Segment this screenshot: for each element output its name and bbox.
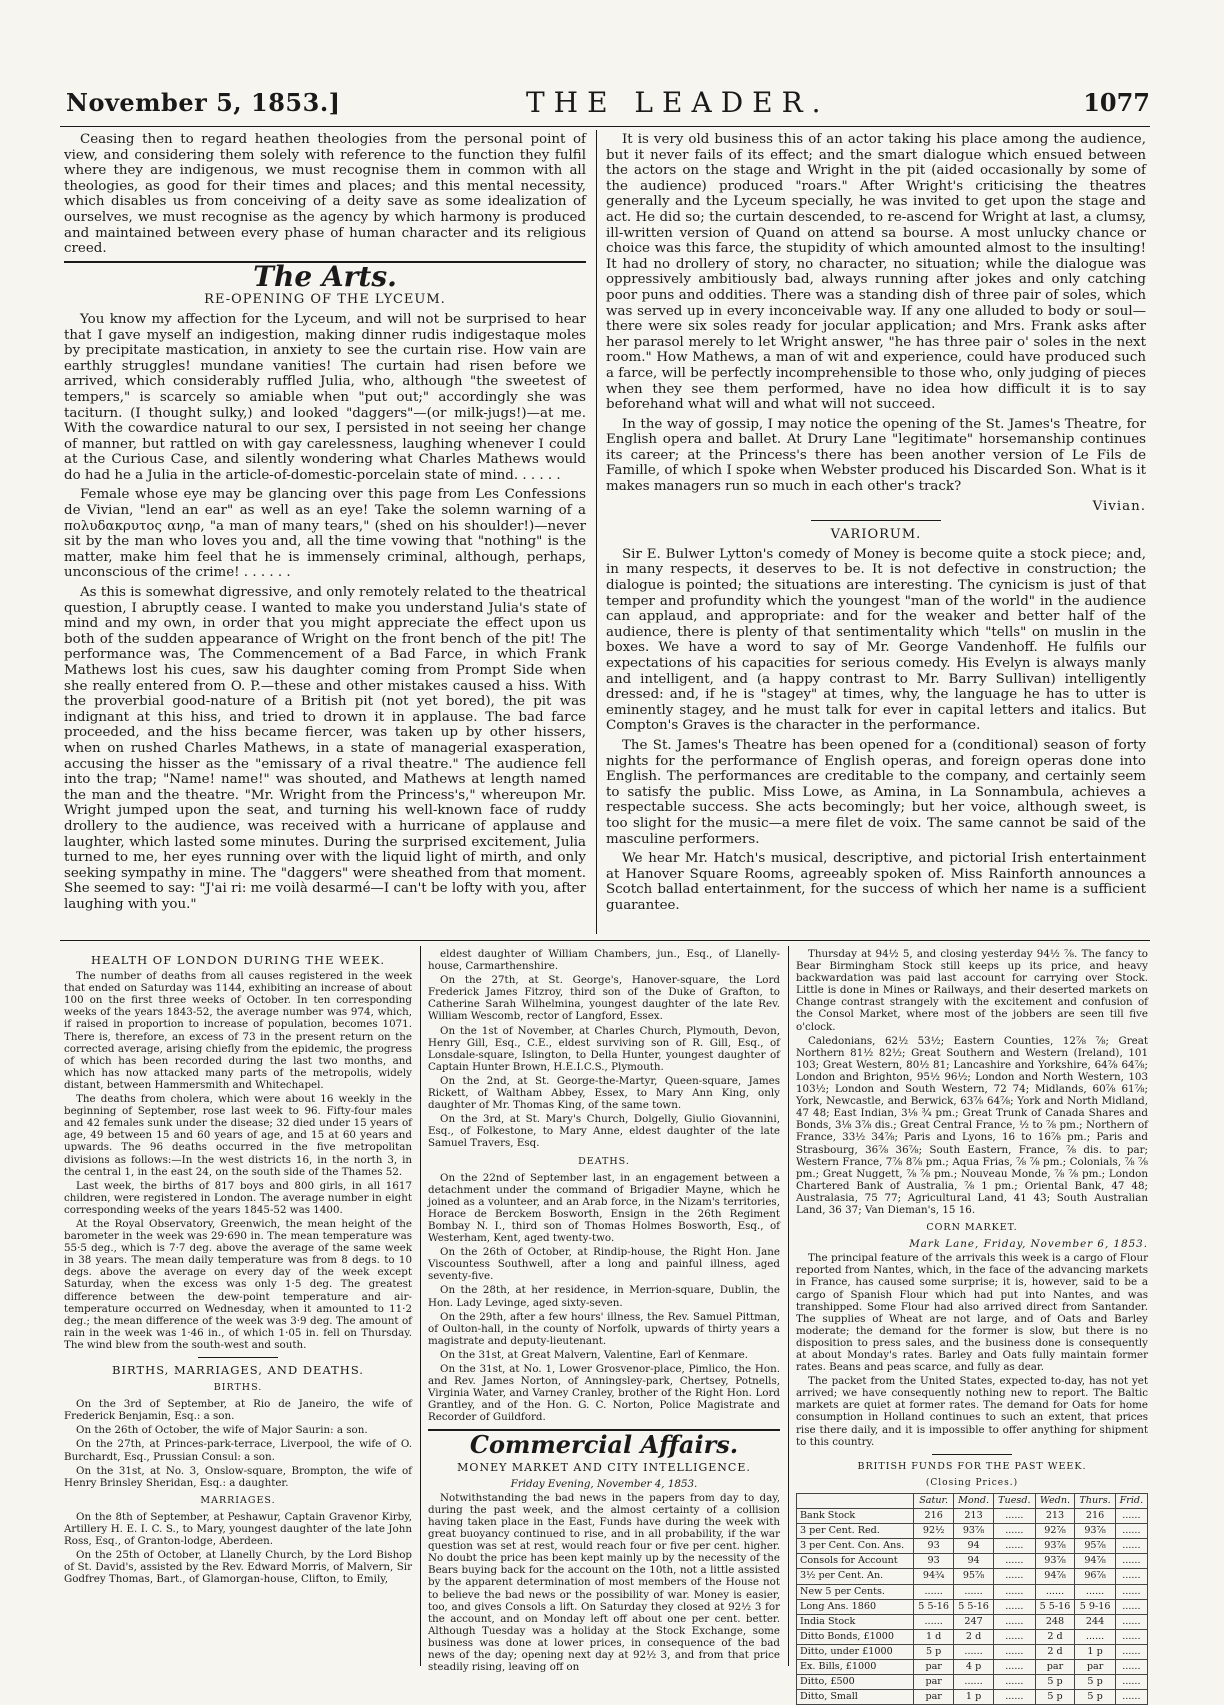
fund-price: ......: [914, 1584, 954, 1599]
funds-row: [797, 1690, 1148, 1705]
fund-name: Bank Stock: [797, 1509, 914, 1524]
marriages-heading: MARRIAGES.: [200, 1494, 276, 1506]
fund-price: 5 p: [1035, 1675, 1075, 1690]
health-paragraph: Last week, the births of 817 boys and 800 girls, in all 1617 children, were registered in London. The average number in eight corresponding weeks of the years 1845-52 was 1400.: [64, 1179, 412, 1216]
fund-price: 244: [1075, 1614, 1115, 1629]
funds-row: [797, 1554, 1148, 1569]
birth-notice: On the 31st, at No. 3, Onslow-square, Brompton, the wife of Henry Brinsley Sheridan, Esq.: a daughter.: [64, 1464, 412, 1489]
funds-column-header: [797, 1493, 914, 1508]
funds-column-header: Thurs.: [1075, 1493, 1115, 1508]
top-right-column: [606, 132, 1146, 936]
funds-column-header: Frid.: [1115, 1493, 1147, 1508]
death-notice: On the 31st, at Great Malvern, Valentine, Earl of Kenmare.: [440, 1348, 748, 1361]
fund-price: ......: [994, 1584, 1036, 1599]
column-divider-bottom-1: [420, 946, 421, 1666]
birth-notice: On the 26th of October, the wife of Major Saurin: a son.: [76, 1424, 368, 1437]
masthead: [60, 82, 1150, 122]
corn-market-paragraph: The packet from the United States, expected to-day, has not yet arrived; we have consequently nothing new to report. The Baltic markets are quiet at former rates. The demand for Oats for home consumption in Holland continues to such an extent, that prices rise there daily, and it is impossible to offer anything for shipment to this country.: [796, 1375, 1148, 1448]
funds-column-header: Tuesd.: [994, 1493, 1036, 1508]
fund-price: ......: [994, 1524, 1036, 1539]
fund-price: 5 p: [1035, 1690, 1075, 1705]
author-signature: Vivian.: [1092, 498, 1146, 514]
share-prices-paragraph: Caledonians, 62½ 53½; Eastern Counties, 12⅞ ⅞; Great Northern 81½ 82½; Great Southern and Western (Ireland), 101 103; Great Western, 80½ 81; Lancashire and Yorkshire, 64⅞ 64⅞; London and Brighton, 95½ 96½; London and North Western, 103 103½; London and South Western, 72 74; Midlands, 60⅞ 61⅞; York, Newcastle, and Berwick, 63⅞ 64⅞; York and North Midland, 47 48; East Indian, 3⅛ ¾ pm.; Great Trunk of Canada Shares and Bonds, 3⅛ 3⅞ dis.; Great Central France, ½ to ⅞ pm.; Northern of France, 33½ 34⅞; Paris and Lyons, 16 to 16⅞ pm.; Paris and Strasbourg, 36⅞ 36⅞; South Eastern, France, ⅞ dis. to par; Western France, 7⅞ 8⅞ pm.; Aqua Frias, ⅞ ⅞ pm.; Colonials, ⅞ ⅞ pm.; Great Nuggett, ⅞ ⅞ pm.; Nouveau Monde, ⅞ ⅞ pm.; London Chartered Bank of Australia, ⅞ 1 pm.; Oriental Bank, 47 48; Australasia, 75 77; Agricultural Land, 41 43; South Australian Land, 36 37; Van Dieman's, 15 16.: [796, 1034, 1148, 1216]
article-paragraph: Female whose eye may be glancing over this page from Les Confessions de Vivian, "lend an ear" as well as an eye! Take the solemn warning of a πολυδακρυτος ανηρ, "a man of many tears," (shed on his shoulder!)—never sit by the man who loves you and, all the time vowing that "nothing" is the matter, make him feel that he is immensely criminal, although, perhaps, unconscious of the crime! . . . . . .: [64, 487, 586, 581]
fund-price: par: [1035, 1659, 1075, 1674]
fund-name: Ditto, Small: [797, 1690, 914, 1705]
bottom-column-1: [64, 948, 412, 1668]
funds-row: [797, 1569, 1148, 1584]
fund-price: ......: [994, 1599, 1036, 1614]
fund-name: Consols for Account: [797, 1554, 914, 1569]
fund-price: ......: [994, 1690, 1036, 1705]
birth-notice: On the 3rd of September, at Rio de Janeiro, the wife of Frederick Benjamin, Esq.: a son.: [64, 1398, 412, 1423]
fund-name: Ditto, £500: [797, 1675, 914, 1690]
fund-price: ......: [994, 1659, 1036, 1674]
bottom-column-2: [428, 948, 780, 1674]
fund-price: ......: [1115, 1599, 1147, 1614]
fund-name: India Stock: [797, 1614, 914, 1629]
corn-market-dateline: Mark Lane, Friday, November 6, 1853.: [909, 1238, 1148, 1251]
fund-price: 94⅞: [1075, 1554, 1115, 1569]
variorum-paragraph: The St. James's Theatre has been opened for a (conditional) season of forty nights for the performance of English operas, and foreign operas done into English. The performances are creditable to the company, and certainly seem to satisfy the public. Miss Lowe, as Amina, in La Sonnambula, achieves a respectable success. She acts becomingly; but her voice, although sweet, is too slight for the music—a mere filet de voix. The same cannot be said of the masculine performers.: [606, 737, 1146, 847]
top-left-column: [64, 132, 586, 936]
funds-row: [797, 1629, 1148, 1644]
fund-price: 4 p: [954, 1659, 994, 1674]
funds-row: [797, 1584, 1148, 1599]
fund-price: 2 d: [1035, 1644, 1075, 1659]
variorum-heading: VARIORUM.: [830, 527, 922, 543]
marriage-notice: eldest daughter of William Chambers, jun., Esq., of Llanelly-house, Carmarthenshire.: [428, 948, 780, 973]
funds-heading: BRITISH FUNDS FOR THE PAST WEEK.: [857, 1460, 1087, 1472]
section-title-arts: The Arts.: [253, 259, 397, 293]
fund-price: 216: [1075, 1509, 1115, 1524]
fund-price: 93⅞: [1035, 1554, 1075, 1569]
fund-price: ......: [954, 1644, 994, 1659]
funds-header-row: [797, 1493, 1148, 1508]
fund-price: 94: [954, 1539, 994, 1554]
fund-price: 5 9-16: [1075, 1599, 1115, 1614]
funds-row: [797, 1524, 1148, 1539]
fund-price: ......: [1075, 1629, 1115, 1644]
newspaper-title: THE LEADER.: [526, 86, 830, 119]
death-notice: On the 29th, after a few hours' illness, the Rev. Samuel Pittman, of Oulton-hall, in the county of Norfolk, upwards of thirty years a magistrate and deputy-lieutenant.: [428, 1310, 780, 1347]
money-market-dateline: Friday Evening, November 4, 1853.: [510, 1477, 698, 1490]
money-market-paragraph: Notwithstanding the bad news in the papers from day to day, during the past week, and the almost certainty of a collision having taken place in the East, Funds have during the week with great buoyancy continued to rise, and in all probability, if the war question was set at rest, would reach four or five per cent. higher. No doubt the price has been kept mainly up by the necessity of the Bears buying back for the account on the 10th, not a little assisted by the apparent determination of most members of the House not to believe the bad news or the possibility of war. Money is easier, too, and gives Consols a lift. On Saturday they closed at 92½ 3 for the account, and on Monday left off about one per cent. better. Although Tuesday was a holiday at the Stock Exchange, some business was done at lower prices, in consequence of the bad news of the day; opening next day at 92½ 3, and from that price steadily rising, leaving off on: [428, 1491, 780, 1674]
money-market-heading: MONEY MARKET AND CITY INTELLIGENCE.: [457, 1460, 751, 1474]
fund-price: 213: [1035, 1509, 1075, 1524]
funds-table: [796, 1493, 1148, 1705]
fund-price: 96⅞: [1075, 1569, 1115, 1584]
fund-price: ......: [1115, 1629, 1147, 1644]
fund-price: 93⅞: [1035, 1539, 1075, 1554]
funds-row: [797, 1599, 1148, 1614]
fund-price: ......: [1115, 1675, 1147, 1690]
fund-price: ......: [994, 1539, 1036, 1554]
fund-price: ......: [994, 1675, 1036, 1690]
fund-price: ......: [1115, 1569, 1147, 1584]
fund-price: 93⅞: [1075, 1524, 1115, 1539]
deaths-heading: DEATHS.: [578, 1155, 630, 1167]
fund-price: 2 d: [954, 1629, 994, 1644]
marriage-notice: On the 27th, at St. George's, Hanover-square, the Lord Frederick James Fitzroy, third son of the Duke of Grafton, to Catherine Sarah Wilhelmina, youngest daughter of the late Rev. William Wescomb, rector of Langford, Essex.: [428, 974, 780, 1023]
corn-market-heading: CORN MARKET.: [926, 1222, 1018, 1234]
births-heading: BIRTHS.: [213, 1382, 263, 1394]
fund-price: ......: [994, 1569, 1036, 1584]
fund-price: 95⅞: [954, 1569, 994, 1584]
health-paragraph: At the Royal Observatory, Greenwich, the mean height of the barometer in the week was 29·690 in. The mean temperature was 55·5 deg., which is 7·7 deg. above the average of the same week in 38 years. The mean daily temperature was from 8 degs. to 10 degs. above the average on every day of the week except Saturday, when the excess was only 1·5 deg. The greatest difference between the dew-point temperature and air-temperature occurred on Wednesday, when it amounted to 11·2 deg.; the mean difference of the week was 3·9 deg. The amount of rain in the week was 1·46 in., of which 1·05 in. fell on Thursday. The wind blew from the south-west and south.: [64, 1217, 412, 1351]
bottom-column-3: [796, 948, 1148, 1703]
marriage-notice: On the 1st of November, at Charles Church, Plymouth, Devon, Henry Gill, Esq., C.E., eldest surviving son of R. Gill, Esq., of Lonsdale-square, Islington, to Della Hunter, youngest daughter of Captain Hunter Brown, H.E.I.C.S., Plymouth.: [428, 1024, 780, 1073]
marriage-notice: On the 25th of October, at Llanelly Church, by the Lord Bishop of St. David's, assisted by the Rev. Edward Morris, of Malvern, Sir Godfrey Thomas, Bart., of Glamorgan-house, Clifton, to Emily,: [64, 1549, 412, 1586]
death-notice: On the 28th, at her residence, in Merrion-square, Dublin, the Hon. Lady Levinge, aged sixty-seven.: [428, 1284, 780, 1309]
fund-price: 2 d: [1035, 1629, 1075, 1644]
fund-price: 5 p: [1075, 1690, 1115, 1705]
fund-price: 93: [914, 1554, 954, 1569]
health-paragraph: The deaths from cholera, which were about 16 weekly in the beginning of September, rose last week to 96. Fifty-four males and 42 females sunk under the disease; 32 died under 15 years of age, 49 between 15 and 60 years of age, and 15 at 60 years and upwards. The 96 deaths occurred in the five metropolitan divisions as follows:—In the west districts 16, in the north 3, in the central 1, in the east 24, on the south side of the Thames 52.: [64, 1093, 412, 1178]
column-divider-top: [596, 130, 597, 934]
fund-price: 5 p: [914, 1644, 954, 1659]
fund-price: 1 p: [1075, 1644, 1115, 1659]
fund-price: ......: [1115, 1659, 1147, 1674]
fund-name: 3½ per Cent. An.: [797, 1569, 914, 1584]
fund-price: ......: [1075, 1584, 1115, 1599]
corn-market-paragraph: The principal feature of the arrivals this week is a cargo of Flour reported from Nantes, which, in the face of the advancing markets in France, has caused some surprise; it is, however, said to be a cargo of Spanish Flour which had put into Nantes, and was transhipped. Some Flour had also arrived direct from Santander. The supplies of Wheat are not large, and of Oats and Barley moderate; the demand for the former is slow, but there is no disposition to press sales, and the business done is consequently at about Monday's rates. Barley and Oats fully maintain former rates. Beans and peas scarce, and fully as dear.: [796, 1252, 1148, 1374]
bmd-heading: BIRTHS, MARRIAGES, AND DEATHS.: [112, 1363, 364, 1377]
fund-price: 248: [1035, 1614, 1075, 1629]
article-paragraph: It is very old business this of an actor taking his place among the audience, but it never fails of its effect; and the smart dialogue which ensued between the actors on the stage and Wright in the pit (aided occasionally by some of the audience) produced "roars." After Wright's criticising the theatres generally and the Lyceum specially, he was invited to get upon the stage and act. He did so; the curtain descended, to re-ascend for Wright at last, a clumsy, ill-written version of Quand on attend sa bourse. A most unlucky chance or choice was this farce, the stupidity of which amounted almost to the insulting! It had no drollery of story, no character, no situation; while the dialogue was oppressively ambitiously bad, always running after jokes and only catching poor puns and oddities. There was a standing dish of three pair of soles, which was served up in every inconceivable way. If any one alluded to body or soul—there were six soles ready for jocular application; and Mrs. Frank asks after her parasol merely to let Wright answer, "he has three pair o' soles in the next room." How Mathews, a man of wit and experience, could have produced such a farce, will be perfectly incomprehensible to those who, only judging of pieces when they see them performed, have no idea how difficult it is to say beforehand what will and what will not succeed.: [606, 132, 1146, 413]
fund-price: ......: [1115, 1690, 1147, 1705]
fund-price: 94¾: [914, 1569, 954, 1584]
fund-price: par: [914, 1659, 954, 1674]
fund-name: New 5 per Cents.: [797, 1584, 914, 1599]
fund-price: ......: [954, 1675, 994, 1690]
short-rule: [932, 1454, 1012, 1455]
fund-price: 5 5-16: [1035, 1599, 1075, 1614]
fund-price: 93: [914, 1539, 954, 1554]
funds-table-body: [797, 1509, 1148, 1705]
funds-row: [797, 1644, 1148, 1659]
page-number: 1077: [1083, 88, 1150, 117]
fund-price: 93⅞: [954, 1524, 994, 1539]
fund-name: Ex. Bills, £1000: [797, 1659, 914, 1674]
fund-name: Ditto Bonds, £1000: [797, 1629, 914, 1644]
fund-price: 1 d: [914, 1629, 954, 1644]
fund-price: ......: [954, 1584, 994, 1599]
fund-price: 92½: [914, 1524, 954, 1539]
health-heading: HEALTH OF LONDON DURING THE WEEK.: [91, 953, 385, 967]
fund-price: 94⅞: [1035, 1569, 1075, 1584]
fund-price: 92⅞: [1035, 1524, 1075, 1539]
marriage-notice: On the 3rd, at St. Mary's Church, Dolgelly, Giulio Giovannini, Esq., of Folkestone, to Mary Anne, eldest daughter of the late Samuel Travers, Esq.: [428, 1113, 780, 1150]
fund-price: ......: [1115, 1539, 1147, 1554]
article-paragraph: In the way of gossip, I may notice the opening of the St. James's Theatre, for English opera and ballet. At Drury Lane "legitimate" horsemanship continues its career; at the Princess's there has been another version of Le Fils de Famille, of which I spoke when Webster produced his Discarded Son. What is it makes managers run so much in each other's track?: [606, 416, 1146, 495]
fund-price: 5 5-16: [954, 1599, 994, 1614]
section-divider-rule: [60, 940, 1150, 941]
article-heading: RE-OPENING OF THE LYCEUM.: [204, 292, 446, 308]
fund-price: ......: [1115, 1584, 1147, 1599]
funds-column-header: Mond.: [954, 1493, 994, 1508]
death-notice: On the 22nd of September last, in an engagement between a detachment under the command of Brigadier Mayne, which he joined as a volunteer, and an Arab force, in the Nizam's territories, Horace de Berckem Bosworth, Ensign in the 26th Regiment Bombay N. I., third son of Thomas Holmes Bosworth, Esq., of Westerham, Kent, aged twenty-two.: [428, 1171, 780, 1245]
fund-price: 94: [954, 1554, 994, 1569]
variorum-paragraph: Sir E. Bulwer Lytton's comedy of Money is become quite a stock piece; and, in many respects, it deserves to be. It is not defective in construction; the dialogue is pointed; the situations are interesting. The cynicism is just of that temper and profundity which the youngest "man of the world" in the audience can applaud, and appropriate: and for the weaker and better half of the audience, there is plenty of that sentimentality which "tells" on muslin in the boxes. We have a word to say of Mr. George Vandenhoff. He fulfils our expectations of his capacities for serious comedy. His Evelyn is always manly and intelligent, and (a happy contrast to Mr. Barry Sullivan) intelligently dressed: and, if he is "stagey" at times, why, the language he has to utter is eminently stagey, and he must talk for ever in capital letters and italics. But Compton's Graves is the character in the performance.: [606, 546, 1146, 734]
funds-row: [797, 1539, 1148, 1554]
fund-price: par: [914, 1690, 954, 1705]
fund-price: ......: [994, 1509, 1036, 1524]
fund-price: ......: [994, 1554, 1036, 1569]
funds-row: [797, 1614, 1148, 1629]
variorum-paragraph: We hear Mr. Hatch's musical, descriptive, and pictorial Irish entertainment at Hanover Square Rooms, agreeably spoken of. Miss Rainforth announces a Scotch ballad entertainment, for the success of which her name is a sufficient guarantee.: [606, 851, 1146, 913]
fund-price: 213: [954, 1509, 994, 1524]
fund-price: par: [914, 1675, 954, 1690]
fund-price: 216: [914, 1509, 954, 1524]
funds-row: [797, 1509, 1148, 1524]
fund-price: ......: [1115, 1524, 1147, 1539]
funds-subheading: (Closing Prices.): [925, 1477, 1019, 1488]
fund-price: 95⅞: [1075, 1539, 1115, 1554]
fund-price: ......: [1115, 1554, 1147, 1569]
fund-price: ......: [1115, 1614, 1147, 1629]
marriage-notice: On the 2nd, at St. George-the-Martyr, Queen-square, James Rickett, of Waltham Abbey, Essex, to Mary Ann King, only daughter of Mr. Thomas King, of the same town.: [428, 1074, 780, 1112]
article-paragraph: As this is somewhat digressive, and only remotely related to the theatrical question, I abruptly cease. I wanted to make you understand Julia's state of mind and my own, in order that you might appreciate the effect upon us both of the sudden appearance of Wright on the front bench of the pit! The performance was, The Commencement of a Bad Farce, in which Frank Mathews lost his cues, saw his daughter coming from Prompt Side when she really entered from O. P.—these and other mistakes caused a hiss. With the proverbial good-nature of a British pit (not yet bored), the pit was indignant at this hiss, and tried to drown it in applause. The bad farce proceeded, and the hiss became fiercer, was taken up by other hissers, when on rushed Charles Mathews, in a state of managerial exasperation, accusing the hisser as the "emissary of a rival theatre." The audience fell into the trap; "Name! name!" was shouted, and Mathews at length named the man and the theatre. "Mr. Wright from the Princess's," whereupon Mr. Wright jumped upon the seat, and turning his well-known face of ruddy drollery to the audience, was received with a hurricane of applause and laughter, which lasted some minutes. During the surprised excitement, Julia turned to me, her eyes running over with the liquid light of mirth, and only seeking sympathy in mine. The "daggers" were sheathed from that moment. She seemed to say: "J'ai ri: me voilà desarmé—I can't be lofty with you, after laughing with you.": [64, 585, 586, 912]
funds-row: [797, 1675, 1148, 1690]
column-divider-bottom-2: [788, 946, 789, 1666]
marriage-notice: On the 8th of September, at Peshawur, Captain Gravenor Kirby, Artillery H. E. I. C. S., to Mary, youngest daughter of the late John Ross, Esq., of Granton-lodge, Aberdeen.: [64, 1510, 412, 1548]
fund-price: ......: [994, 1644, 1036, 1659]
birth-notice: On the 27th, at Princes-park-terrace, Liverpool, the wife of O. Burchardt, Esq., Prussian Consul: a son.: [64, 1438, 412, 1463]
article-paragraph: You know my affection for the Lyceum, and will not be surprised to hear that I gave myself an indigestion, making dinner rudis indigestaque moles by precipitate mastication, in anxiety to see the curtain rise. How vain are earthly struggles! mundane vanities! The curtain had risen before we arrived, which considerably ruffled Julia, who, although "the sweetest of tempers," is scarcely so amiable when "put out;" accordingly she was taciturn. (I thought sulky,) and looked "daggers"—(or milk-jugs!)—at me. With the cowardice natural to our sex, I persisted in not seeing her change of manner, but rattled on with gay carelessness, laughing whenever I could at the Curious Case, and silently wondering what Charles Mathews would do had he a Julia in the article-of-domestic-porcelain state of mind. . . . . .: [64, 311, 586, 483]
section-title-commercial: Commercial Affairs.: [469, 1430, 739, 1460]
fund-price: 247: [954, 1614, 994, 1629]
short-rule: [198, 1357, 278, 1358]
fund-price: ......: [994, 1629, 1036, 1644]
opening-paragraph: Ceasing then to regard heathen theologies from the personal point of view, and considering them solely with reference to the function they fulfil where they are indigenous, we must recognise them in common with all theologies, as good for their times and places; and this mental necessity, which disables us from conceiving of a deity save as some idealization of ourselves, we must recognise as the agency by which harmony is produced and maintained between every phase of human character and its religious creed.: [64, 132, 586, 257]
funds-column-header: Wedn.: [1035, 1493, 1075, 1508]
fund-price: ......: [1115, 1509, 1147, 1524]
fund-price: ......: [994, 1614, 1036, 1629]
fund-price: ......: [1035, 1584, 1075, 1599]
money-market-paragraph: Thursday at 94½ 5, and closing yesterday 94½ ⅞. The fancy to Bear Birmingham Stock still keeps up its price, and heavy backwardation was paid last account for carrying over Stock. Little is done in Mines or Railways, and their deserted markets on Change contrast strangely with the excitement and confusion of the Consol Market, where most of the jobbers are seen till five o'clock.: [796, 948, 1148, 1033]
fund-price: 5 5-16: [914, 1599, 954, 1614]
funds-row: [797, 1659, 1148, 1674]
funds-column-header: Satur.: [914, 1493, 954, 1508]
masthead-rule: [60, 126, 1150, 127]
issue-date: November 5, 1853.]: [66, 88, 341, 117]
short-rule: [811, 520, 941, 521]
fund-name: 3 per Cent. Con. Ans.: [797, 1539, 914, 1554]
fund-price: par: [1075, 1659, 1115, 1674]
fund-name: Ditto, under £1000: [797, 1644, 914, 1659]
fund-price: ......: [914, 1614, 954, 1629]
fund-price: 5 p: [1075, 1675, 1115, 1690]
fund-price: ......: [1115, 1644, 1147, 1659]
fund-name: 3 per Cent. Red.: [797, 1524, 914, 1539]
fund-name: Long Ans. 1860: [797, 1599, 914, 1614]
health-paragraph: The number of deaths from all causes registered in the week that ended on Saturday was 1144, exhibiting an increase of about 100 on the first three weeks of October. In ten corresponding weeks of the years 1843-52, the average number was 974, which, if raised in proportion to increase of population, becomes 1071. There is, therefore, an excess of 73 in the present return on the corrected average, arising chiefly from the epidemic, the progress of which has been recorded during the last two months, and which has now attacked many parts of the metropolis, widely distant, between Hammersmith and Whitechapel.: [64, 970, 412, 1091]
fund-price: 1 p: [954, 1690, 994, 1705]
death-notice: On the 31st, at No. 1, Lower Grosvenor-place, Pimlico, the Hon. and Rev. James Norton, of Anningsley-park, Chertsey, Potnells, Virginia Water, and Varney Cranley, brother of the Right Hon. Lord Grantley, and of the Hon. G. C. Norton, Police Magistrate and Recorder of Guildford.: [428, 1363, 780, 1424]
death-notice: On the 26th of October, at Rindip-house, the Right Hon. Jane Viscountess Southwell, after a long and painful illness, aged seventy-five.: [428, 1246, 780, 1283]
